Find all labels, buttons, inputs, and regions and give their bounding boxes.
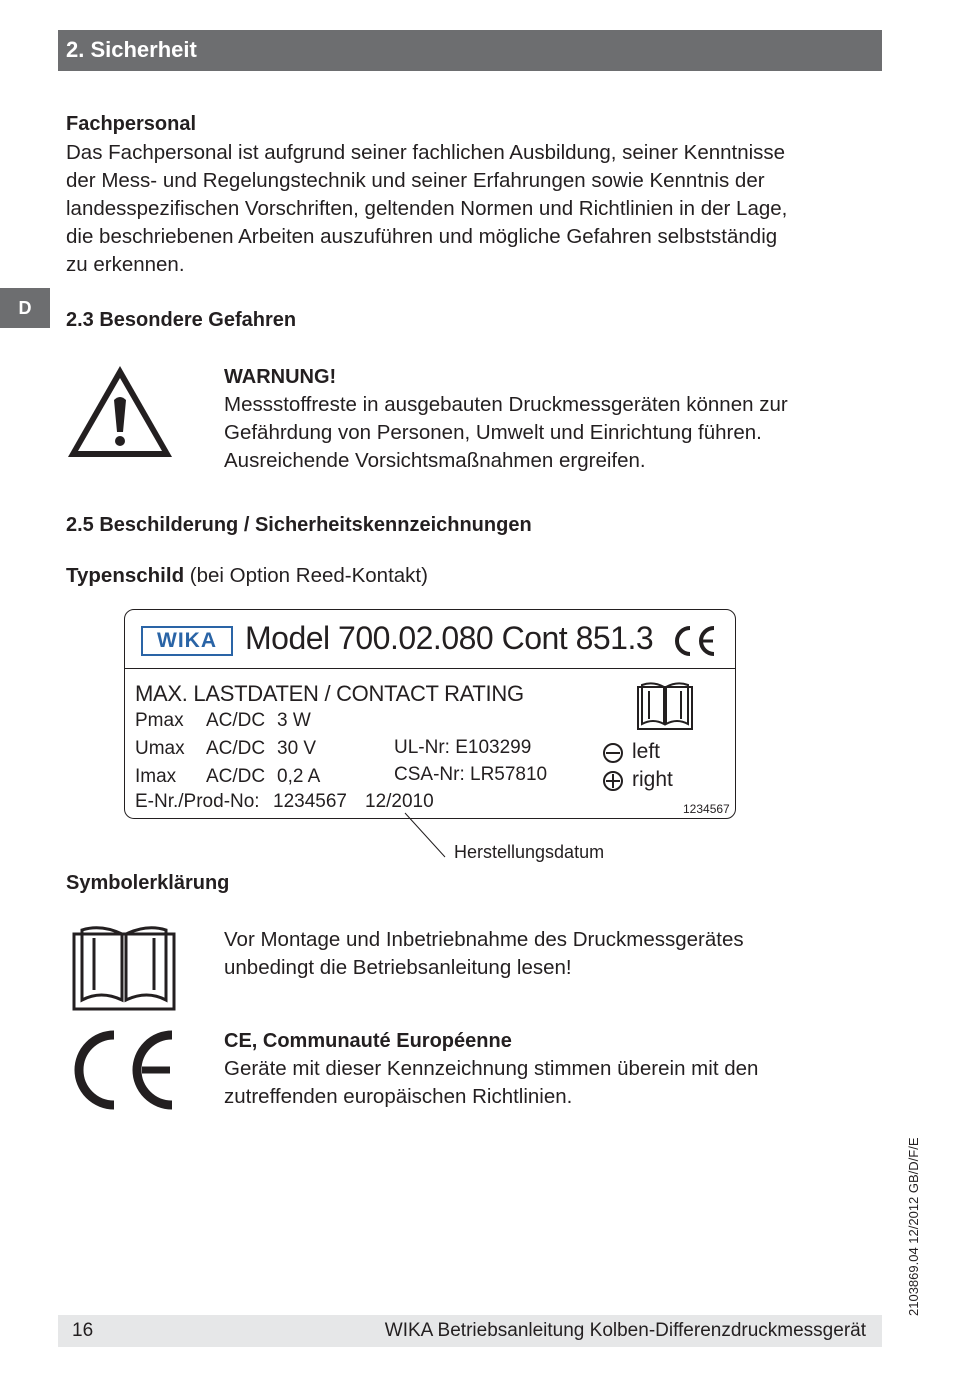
text-line: zu erkennen. xyxy=(66,253,185,276)
section-2-3-heading: 2.3 Besondere Gefahren xyxy=(66,309,297,331)
section-2-5-heading: 2.5 Beschilderung / Sicherheitskennzeichnungen xyxy=(66,514,532,536)
warning-triangle-icon xyxy=(64,362,176,462)
document-code: 2103869.04 12/2012 GB/D/F/E xyxy=(906,1137,921,1316)
serial-number: 1234567 xyxy=(683,802,730,816)
right-label: right xyxy=(632,768,673,791)
typenschild-label: Typenschild xyxy=(66,564,185,587)
row-type: AC/DC xyxy=(206,710,266,731)
symbols-heading: Symbolerklärung xyxy=(66,872,230,894)
plus-circle-icon xyxy=(602,770,624,792)
row-cert: UL-Nr: E103299 xyxy=(394,737,532,758)
typenschild-caption xyxy=(66,562,428,590)
rating-title: MAX. LASTDATEN / CONTACT RATING xyxy=(135,681,524,706)
text-line: Das Fachpersonal ist aufgrund seiner fachlichen Ausbildung, seiner Kenntnisse xyxy=(66,141,786,164)
row-label: Imax xyxy=(135,766,177,787)
text-line: der Mess- und Regelungstechnik und seiner Erfahrungen sowie Kenntnis der xyxy=(66,169,765,192)
row-value: 30 V xyxy=(277,738,317,759)
text-line: zutreffenden europäischen Richtlinien. xyxy=(224,1085,573,1108)
section-header xyxy=(58,30,882,71)
type-plate xyxy=(124,609,736,819)
warning-text xyxy=(224,391,874,475)
ce-text xyxy=(224,1055,874,1111)
callout-line xyxy=(400,810,450,860)
text-line: Ausreichende Vorsichtsmaßnahmen ergreifen. xyxy=(224,449,646,472)
footer-title: WIKA Betriebsanleitung Kolben-Differenzdruckmessgerät xyxy=(384,1320,866,1341)
manual-book-icon xyxy=(72,924,176,1012)
row-label: Umax xyxy=(135,738,185,759)
row-label: Pmax xyxy=(135,710,184,731)
callout-label: Herstellungsdatum xyxy=(454,842,605,862)
left-label: left xyxy=(632,740,661,763)
row-type: AC/DC xyxy=(206,738,266,759)
text-line: landesspezifischen Vorschriften, geltenden Normen und Richtlinien in der Lage, xyxy=(66,197,788,220)
row-type: AC/DC xyxy=(206,766,266,787)
fachpersonal-text xyxy=(66,139,886,279)
prod-label: E-Nr./Prod-No: xyxy=(135,791,260,812)
prod-date: 12/2010 xyxy=(365,791,434,812)
text-line: Gefährdung von Personen, Umwelt und Einrichtung führen. xyxy=(224,421,762,444)
ce-mark-icon xyxy=(70,1030,176,1110)
row-cert: CSA-Nr: LR57810 xyxy=(394,764,548,785)
row-value: 0,2 A xyxy=(277,766,321,787)
text-line: Vor Montage und Inbetriebnahme des Druckmessgerätes xyxy=(224,928,744,951)
plate-divider xyxy=(125,668,735,669)
row-value: 3 W xyxy=(277,710,311,731)
wika-logo: WIKA xyxy=(141,626,233,656)
typenschild-note: (bei Option Reed-Kontakt) xyxy=(184,564,428,587)
minus-circle-icon xyxy=(602,742,624,764)
text-line: die beschriebenen Arbeiten auszuführen und mögliche Gefahren selbstständig xyxy=(66,225,778,248)
prod-number: 1234567 xyxy=(273,791,347,812)
plate-model: Model 700.02.080 Cont 851.3 xyxy=(245,620,654,656)
text-line: unbedingt die Betriebsanleitung lesen! xyxy=(224,956,572,979)
manual-symbol-text xyxy=(224,926,874,982)
ce-mark-icon xyxy=(670,624,718,658)
warning-title: WARNUNG! xyxy=(224,366,337,388)
page-number: 16 xyxy=(72,1320,94,1341)
page-footer xyxy=(58,1315,882,1347)
language-tab: D xyxy=(0,288,50,328)
text-line: Messstoffreste in ausgebauten Druckmessgeräten können zur xyxy=(224,393,788,416)
section-title: 2. Sicherheit xyxy=(66,37,197,62)
text-line: Geräte mit dieser Kennzeichnung stimmen überein mit den xyxy=(224,1057,759,1080)
fachpersonal-heading: Fachpersonal xyxy=(66,113,197,135)
ce-title: CE, Communauté Européenne xyxy=(224,1030,512,1052)
manual-book-icon xyxy=(636,681,694,731)
